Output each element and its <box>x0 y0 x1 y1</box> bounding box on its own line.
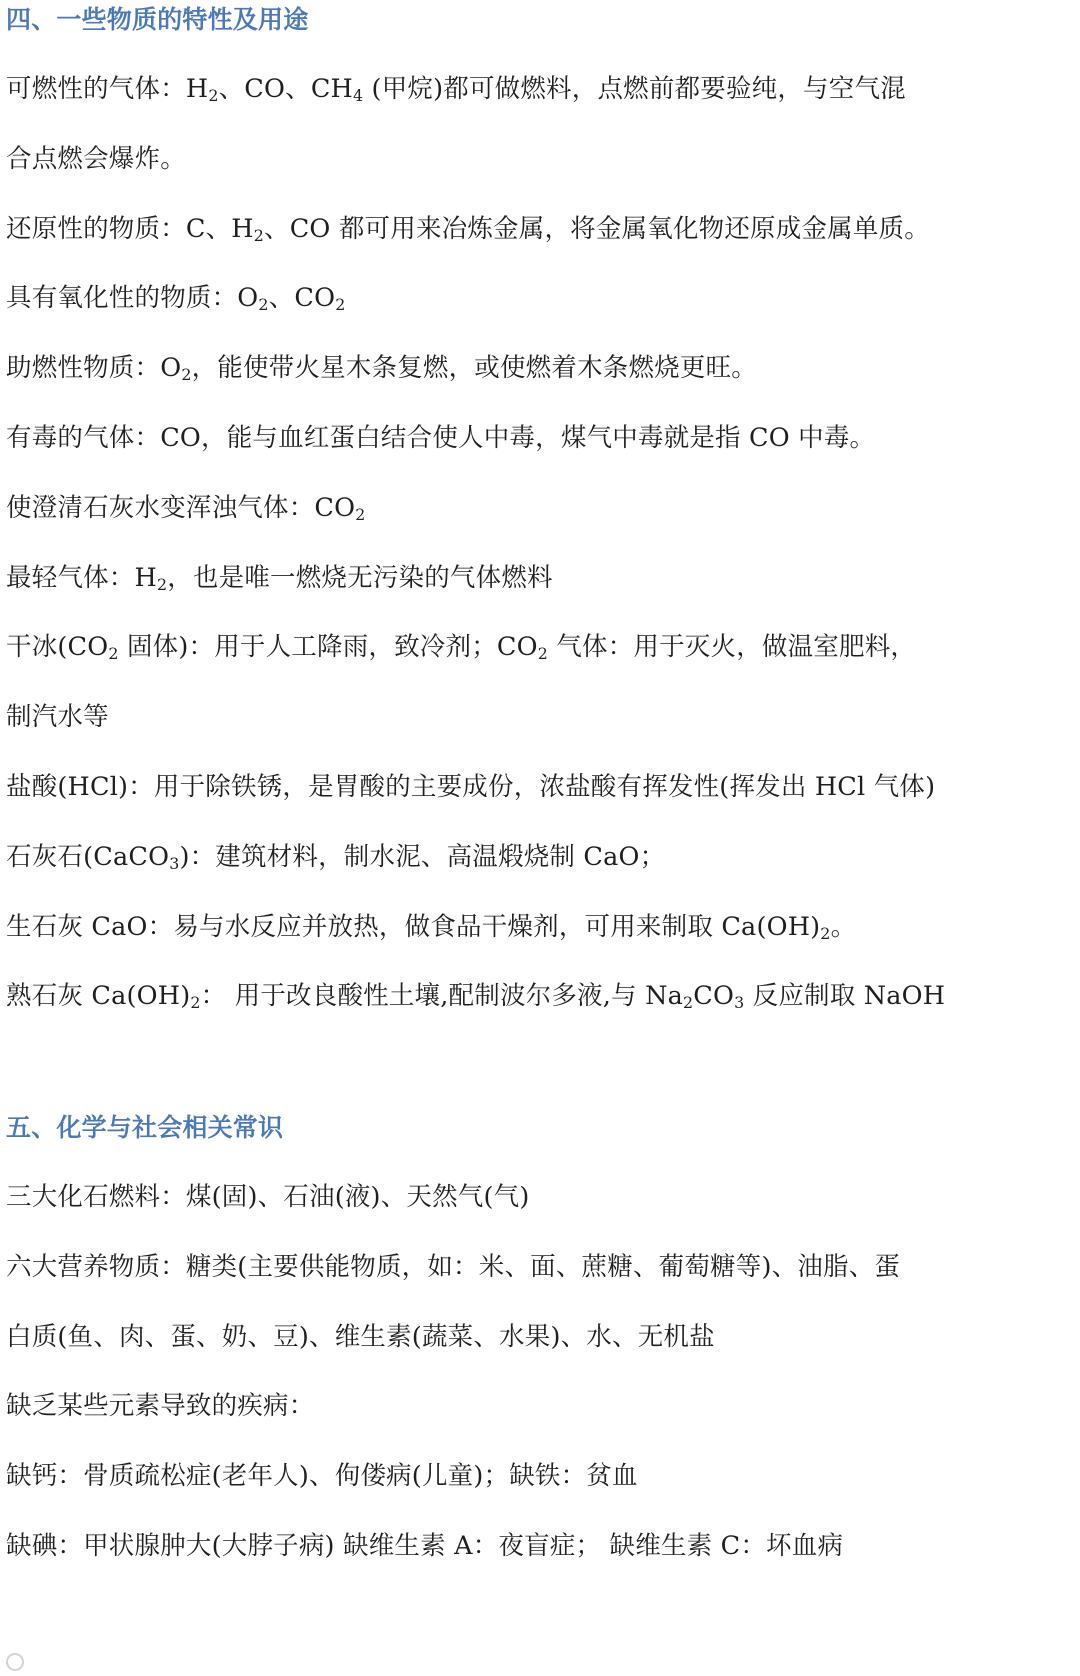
text-run: 还原性的物质：C、H <box>6 213 254 244</box>
subscript: 2 <box>682 993 694 1013</box>
text-line <box>6 627 1074 667</box>
text-run: )：建筑材料，制水泥、高温煅烧制 CaO； <box>179 841 666 872</box>
subscript: 2 <box>190 993 201 1013</box>
text-run: ： 用于改良酸性土壤,配制波尔多液,与 Na <box>200 981 683 1012</box>
text-line <box>6 837 1074 877</box>
text-line <box>6 1386 1074 1426</box>
text-line <box>6 558 1074 598</box>
text-line <box>6 1177 1074 1217</box>
text-run: 生石灰 CaO：易与水反应并放热，做食品干燥剂，可用来制取 Ca(OH) <box>6 911 821 942</box>
subscript: 2 <box>355 504 366 524</box>
text-run: 干冰(CO <box>6 632 109 663</box>
subscript: 2 <box>253 225 265 245</box>
text-line <box>6 976 1074 1016</box>
subscript: 2 <box>335 295 346 315</box>
watermark <box>6 1648 24 1676</box>
text-run: 缺碘：甲状腺肿大(大脖子病) 缺维生素 A：夜盲症； 缺维生素 C：坏血病 <box>6 1531 844 1561</box>
text-line <box>6 348 1074 388</box>
text-run: 熟石灰 Ca(OH) <box>6 981 191 1012</box>
text-run: 使澄清石灰水变浑浊气体：CO <box>6 492 356 523</box>
text-run: 合点燃会爆炸。 <box>6 143 186 174</box>
subscript: 2 <box>258 295 269 315</box>
text-line <box>6 209 1074 249</box>
text-line <box>6 1247 1074 1287</box>
text-run: 六大营养物质：糖类(主要供能物质，如：米、面、蔗糖、葡萄糖等)、油脂、蛋 <box>6 1251 901 1282</box>
text-line <box>6 697 1074 737</box>
text-line <box>6 418 1074 458</box>
text-line <box>6 488 1074 528</box>
subscript: 2 <box>820 923 831 943</box>
text-run: 助燃性物质：O <box>6 353 182 384</box>
section4-heading: 四、一些物质的特性及用途 <box>6 5 309 34</box>
text-run: 三大化石燃料：煤(固)、石油(液)、天然气(气) <box>6 1182 530 1212</box>
text-run: 、CO 都可用来冶炼金属，将金属氧化物还原成金属单质。 <box>264 213 930 244</box>
text-line <box>6 907 1074 947</box>
text-run: 。 <box>830 911 857 942</box>
text-line <box>6 1526 1074 1566</box>
text-line <box>6 767 1074 807</box>
subscript: 3 <box>734 993 745 1013</box>
section5-heading: 五、化学与社会相关常识 <box>6 1113 284 1142</box>
text-run: 气体：用于灭火，做温室肥料， <box>547 632 917 663</box>
subscript: 4 <box>352 85 364 105</box>
text-run: 固体)：用于人工降雨，致冷剂；CO <box>118 632 538 663</box>
subscript: 2 <box>208 85 219 105</box>
text-run: CO <box>693 981 735 1012</box>
text-run: ，也是唯一燃烧无污染的气体燃料 <box>167 562 553 593</box>
text-run: 白质(鱼、肉、蛋、奶、豆)、维生素(蔬菜、水果)、水、无机盐 <box>6 1321 715 1352</box>
subscript: 2 <box>537 644 548 664</box>
text-run: 缺钙：骨质疏松症(老年人)、佝偻病(儿童)；缺铁：贫血 <box>6 1461 638 1492</box>
watermark-logo-icon <box>6 1653 24 1671</box>
text-run: 制汽水等 <box>6 702 109 733</box>
text-line <box>6 69 1074 109</box>
subscript: 3 <box>169 853 180 873</box>
text-line <box>6 278 1074 318</box>
text-run: 具有氧化性的物质：O <box>6 283 259 314</box>
text-run: 有毒的气体：CO，能与血红蛋白结合使人中毒，煤气中毒就是指 CO 中毒。 <box>6 423 876 453</box>
text-run: 、CO、CH <box>218 74 353 104</box>
text-run: 反应制取 NaOH <box>744 981 946 1012</box>
text-run: 可燃性的气体：H <box>6 74 209 104</box>
text-run: 、CO <box>268 283 336 314</box>
subscript: 2 <box>108 644 119 664</box>
text-run: (甲烷)都可做燃料，点燃前都要验纯，与空气混 <box>363 74 906 104</box>
text-run: ，能使带火星木条复燃，或使燃着木条燃烧更旺。 <box>191 353 757 384</box>
text-run: 最轻气体：H <box>6 562 157 593</box>
text-line <box>6 1317 1074 1357</box>
text-run: 盐酸(HCl)：用于除铁锈，是胃酸的主要成份，浓盐酸有挥发性(挥发出 HCl 气体) <box>6 772 936 802</box>
text-line <box>6 139 1074 179</box>
text-run: 缺乏某些元素导致的疾病： <box>6 1391 315 1422</box>
text-run: 石灰石(CaCO <box>6 841 170 872</box>
text-line <box>6 1456 1074 1496</box>
subscript: 2 <box>156 574 168 594</box>
subscript: 2 <box>181 365 192 385</box>
